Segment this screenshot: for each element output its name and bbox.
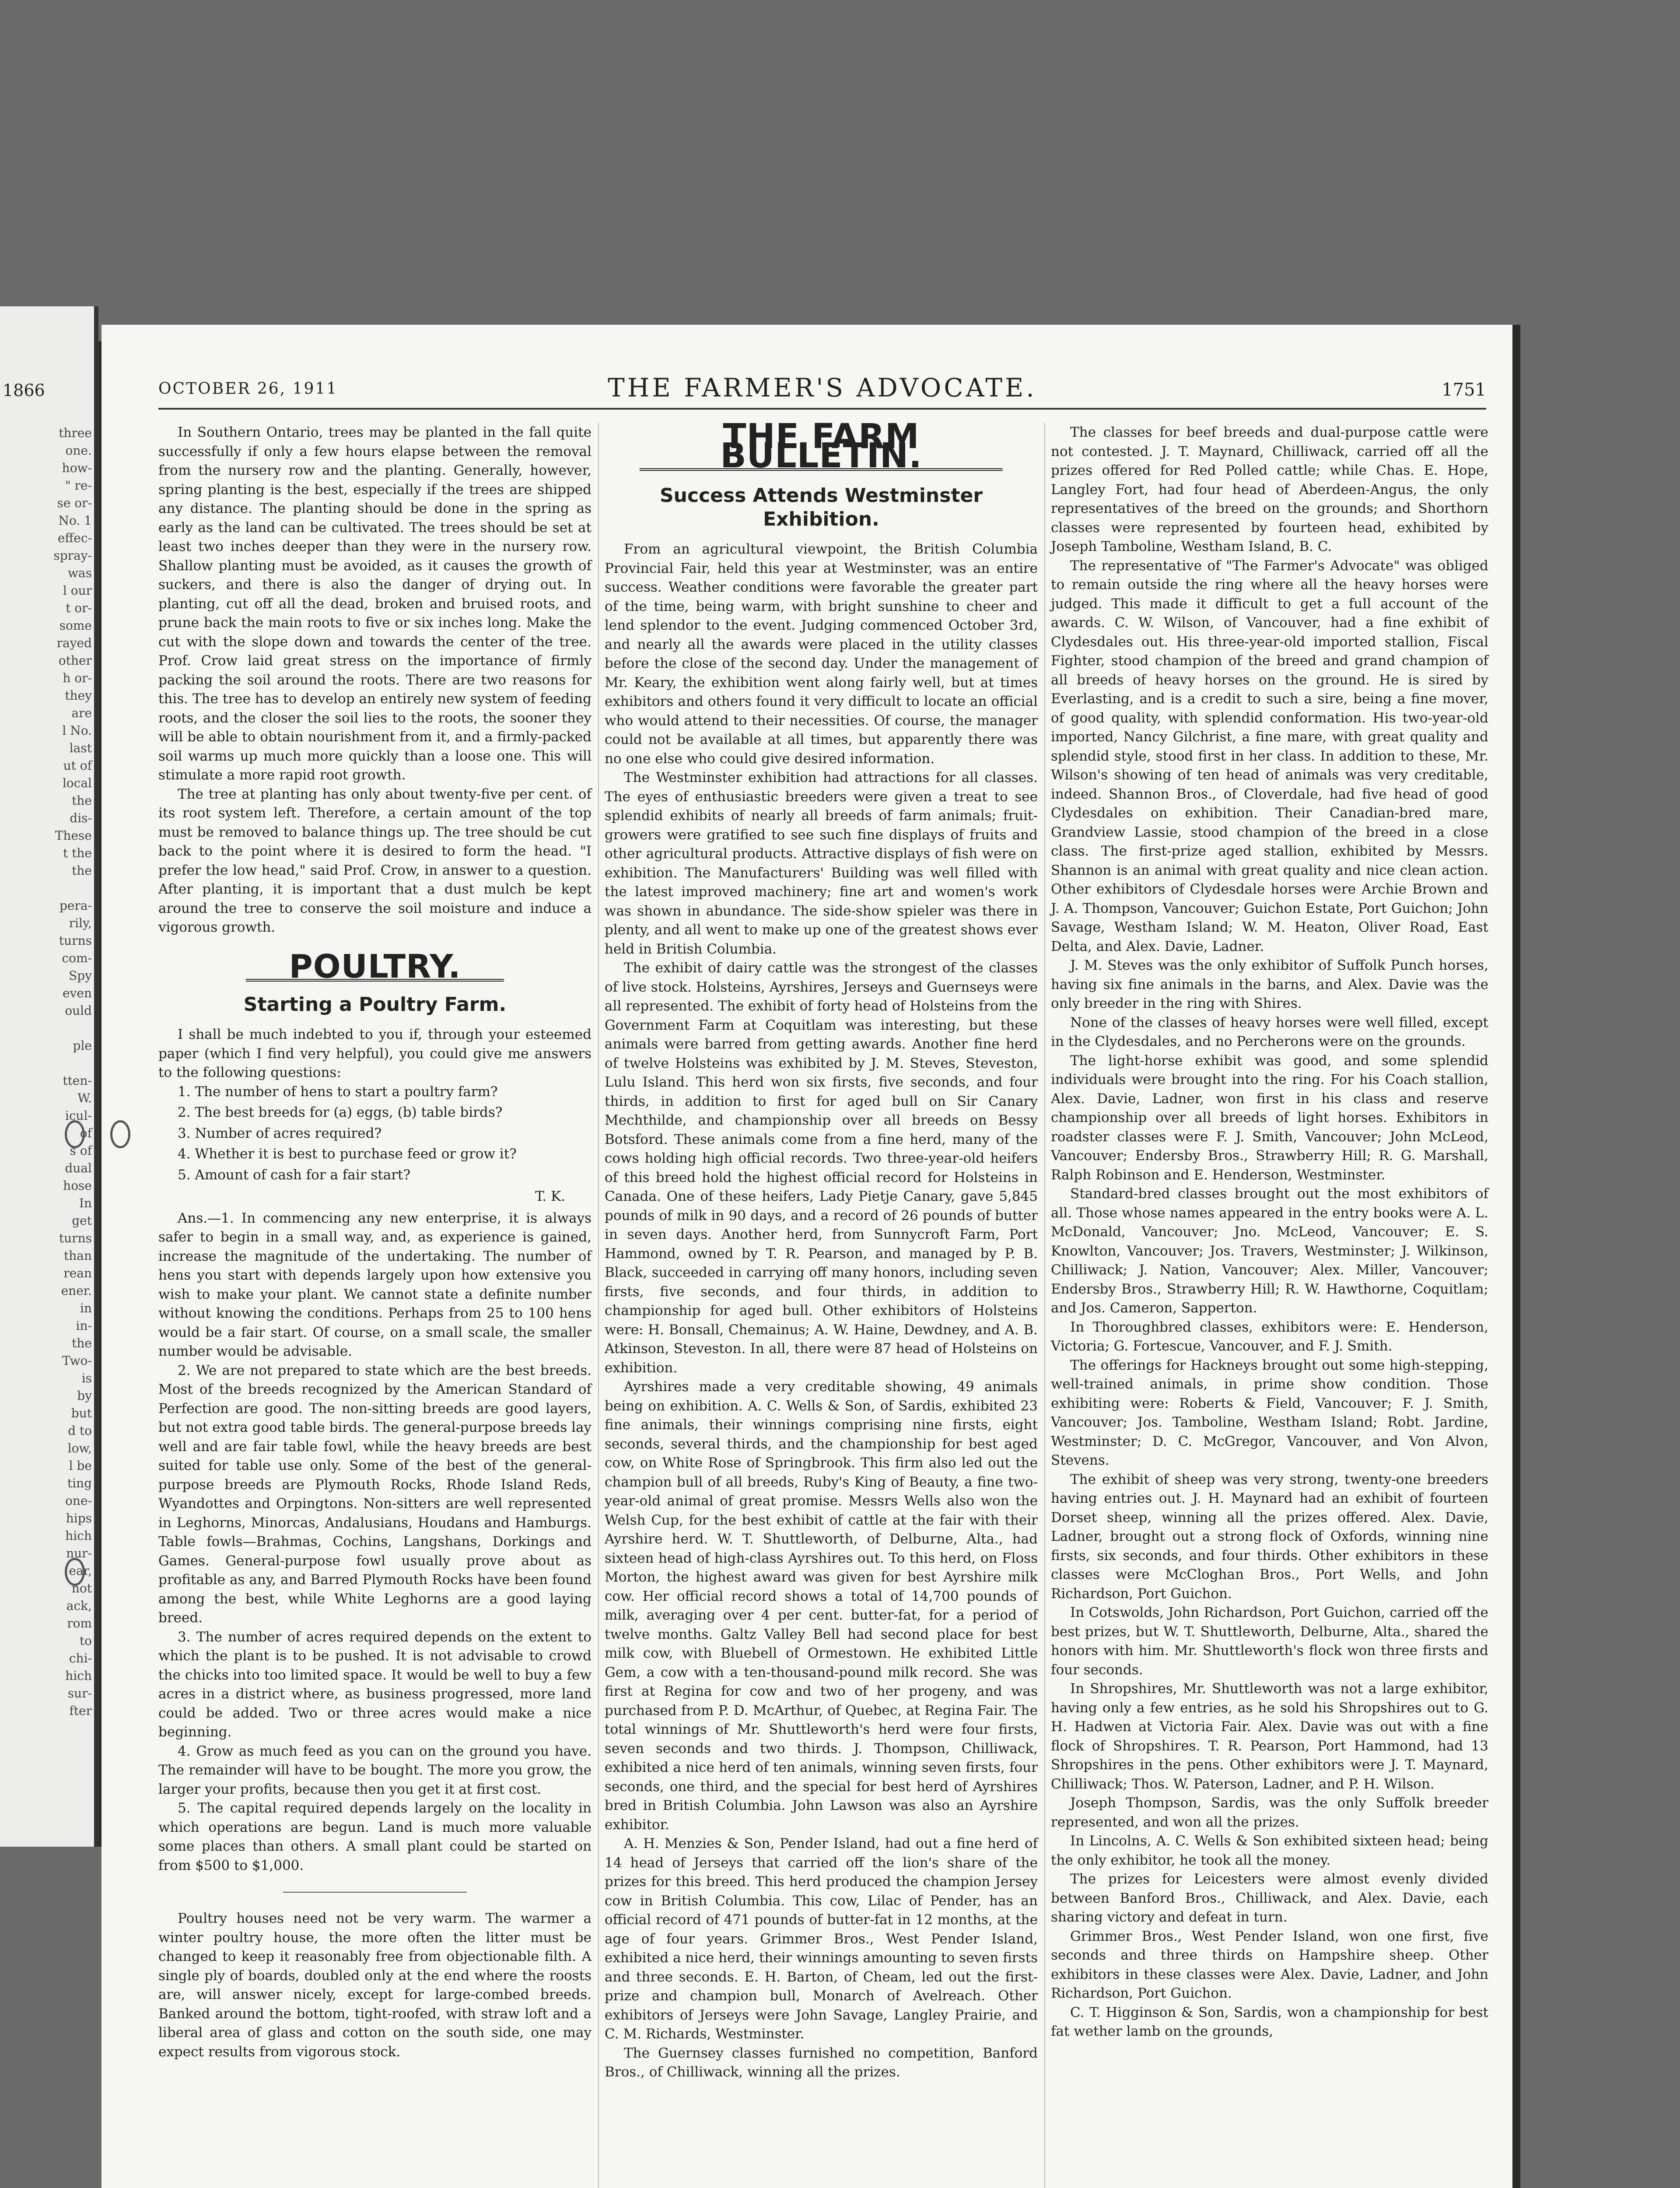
farm-bulletin-banner: THE FARM BULLETIN. <box>640 428 1003 471</box>
letter-signature: T. K. <box>535 1189 565 1204</box>
article-heading: Starting a Poultry Farm. <box>243 993 507 1016</box>
paragraph: The classes for beef breeds and dual-purpose cattle were not contested. J. T. Maynard, Chilliwack, carried off all the prizes offered for Red Polled cattle; while Chas. E. Hope, Langley Fort, had four head of Aberdeen-Angus, the only representatives of the breed on the grounds; and Shorthorn classes were represented by fourteen head, exhibited by Joseph Tamboline, Westham Island, B. C. <box>1051 424 1488 554</box>
question-item: 4. Whether it is best to purchase feed or grow it? <box>178 1146 517 1162</box>
paragraph: The exhibit of dairy cattle was the strongest of the classes of live stock. Holsteins, Ayrshires, Jerseys and Guernseys were all represented. The exhibit of forty head of Holsteins from the Government Farm at Coquitlam was interesting, but these animals were barred from getting awards. Another fine herd of twelve Holsteins was exhibited by J. M. Steves, Steveston, Lulu Island. This herd won six firsts, five seconds, and four thirds, in addition to first for aged bull on Sir Canary Mechthilde, and championship over all breeds on Bessy Botsford. These animals come from a fine herd, many of the cows holding high official records. Two three-year-old heifers of this breed hold the highest official record for Holsteins in Canada. One of these heifers, Lady Pietje Canary, gave 5,845 pounds of milk in 90 days, and a record of 26 pounds of butter in seven days. Another herd, from Sunnycroft Farm, Port Hammond, owned by T. R. Pearson, and managed by P. B. Black, succeeded in carrying off many honors, including seven firsts, five seconds, and four thirds, in addition to championship for aged bull. Other exhibitors of Holsteins were: H. Bonsall, Chemainus; A. W. Haine, Dewdney, and A. B. Atkinson, Steveston. In all, there were 87 head of Holsteins on exhibition. <box>605 960 1038 1376</box>
column-divider <box>1044 423 1045 2188</box>
paragraph: In Cotswolds, John Richardson, Port Guichon, carried off the best prizes, but W. T. Shuttleworth, Delburne, Alta., shared the honors with him. Mr. Shuttleworth's flock won three firsts and four seconds. <box>1051 1605 1488 1678</box>
article-heading: Success Attends Westminster Exhibition. <box>659 484 983 530</box>
paragraph: Joseph Thompson, Sardis, was the only Suffolk breeder represented, and won all the prizes. <box>1051 1795 1488 1830</box>
paragraph: The offerings for Hackneys brought out some high-stepping, well-trained animals, in prime show condition. Those exhibiting were: Roberts & Field, Vancouver; F. J. Smith, Vancouver; Jos. Tamboline, Westham Island; Robt. Jardine, Westminster; D. C. McGregor, Vancouver, and Von Alvon, Stevens. <box>1051 1357 1488 1468</box>
binding-hole <box>65 1120 85 1148</box>
adjacent-page-number: 1866 <box>3 381 45 400</box>
page-number: 1751 <box>1442 380 1486 400</box>
adjacent-page <box>0 306 98 1847</box>
header-rule <box>158 408 1486 410</box>
answer-paragraph: 5. The capital required depends largely on the locality in which operations are begun. Land is much more valuable some places than others. A small plant could be started on from $500 to $1,000. <box>158 1800 592 1873</box>
paragraph: Grimmer Bros., West Pender Island, won one first, five seconds and three thirds on Hampshire sheep. Other exhibitors in these classes were Alex. Davie, Ladner, and John Richardson, Port Guichon. <box>1051 1928 1488 2001</box>
paragraph: From an agricultural viewpoint, the British Columbia Provincial Fair, held this year at Westminster, was an entire success. Weather conditions were favorable the greater part of the time, being warm, with bright sunshine to cheer and lend splendor to the event. Judging commenced October 3rd, and nearly all the awards were placed in the utility classes before the close of the second day. Under the management of Mr. Keary, the exhibition went along fairly well, but at times exhibitors and others found it very difficult to locate an official who would attend to their necessities. Of course, the manager could not be available at all times, but apparently there was no one else who could give desired information. <box>605 541 1038 767</box>
paragraph: The prizes for Leicesters were almost evenly divided between Banford Bros., Chilliwack, and Alex. Davie, each sharing victory and defeat in turn. <box>1051 1871 1488 1925</box>
paragraph: In Thoroughbred classes, exhibitors were: E. Henderson, Victoria; G. Fortescue, Vancouver, and F. J. Smith. <box>1051 1319 1488 1354</box>
paper-title: THE FARMER'S ADVOCATE. <box>608 373 1037 403</box>
page-edge-shadow <box>1512 325 1520 2188</box>
paragraph: In Southern Ontario, trees may be planted in the fall quite successfully if only a few hours elapse between the removal from the nursery row and the planting. Generally, however, spring planting is the best, especially if the trees are shipped any distance. The planting should be done in the spring as early as the land can be cultivated. The trees should be set at least two inches deeper than they were in the nursery row. Shallow planting must be avoided, as it causes the growth of suckers, and there is also the danger of drying out. In planting, cut off all the dead, broken and bruised roots, and prune back the main roots to five or six inches long. Make the cut with the slope down and towards the center of the tree. Prof. Crow laid great stress on the importance of firmly packing the soil around the roots. There are two reasons for this. The tree has to develop an entirely new system of feeding roots, and the closer the soil lies to the roots, the sooner they will be able to obtain nourishment from it, and a firmly-packed soil warms up much more quickly than a loose one. This will stimulate a more rapid root growth. <box>158 424 592 783</box>
paragraph: Poultry houses need not be very warm. The warmer a winter poultry house, the more often the litter must be changed to keep it reasonably free from objectionable filth. A single ply of boards, doubled only at the end where the roosts are, will answer nicely, except for large-combed breeds. Banked around the bottom, tight-roofed, with straw loft and a liberal area of glass and cotton on the south side, one may expect results from vigorous stock. <box>158 1911 592 2060</box>
answer-paragraph: 3. The number of acres required depends on the extent to which the plant is to be pushed. It is not advisable to crowd the chicks into too limited space. It would be well to buy a few acres in a district where, as business progressed, more land could be added. Two or three acres would make a nice beginning. <box>158 1629 592 1740</box>
paragraph: J. M. Steves was the only exhibitor of Suffolk Punch horses, having six fine animals in the barns, and Alex. Davie was the only breeder in the ring with Shires. <box>1051 957 1488 1011</box>
paragraph: C. T. Higginson & Son, Sardis, won a championship for best fat wether lamb on the grounds, <box>1051 2004 1488 2039</box>
paragraph: None of the classes of heavy horses were well filled, except in the Clydesdales, and no Percherons were on the grounds. <box>1051 1014 1488 1049</box>
column-1 <box>158 423 592 2062</box>
question-item: 3. Number of acres required? <box>178 1125 382 1141</box>
paragraph: The representative of "The Farmer's Advocate" was obliged to remain outside the ring where all the heavy horses were judged. This made it difficult to get a full account of the awards. C. W. Wilson, of Vancouver, had a fine exhibit of Clydesdales out. His three-year-old imported stallion, Fiscal Fighter, stood champion of the breed and grand champion of all breeds of heavy horses on the ground. He is sired by Everlasting, and is a credit to such a sire, being a fine mover, of good quality, with splendid conformation. His two-year-old imported, Nancy Gilchrist, a fine mare, with great quality and splendid style, stood first in her class. In addition to these, Mr. Wilson's showing of ten head of animals was very creditable, indeed. Shannon Bros., of Cloverdale, had five head of good Clydesdales on exhibition. Their Canadian-bred mare, Grandview Lassie, stood champion of the breed in a close class. The first-prize aged stallion, exhibited by Messrs. Shannon is an animal with great quality and nice clean action. Other exhibitors of Clydesdale horses were Archie Brown and J. A. Thompson, Vancouver; Guichon Estate, Port Guichon; John Savage, Westham Island; W. M. Heaton, Oliver Road, East Delta, and Alex. Davie, Ladner. <box>1051 558 1488 954</box>
paragraph: Standard-bred classes brought out the most exhibitors of all. Those whose names appeared in the entry books were A. L. McDonald, Vancouver; Jno. McLeod, Vancouver; E. S. Knowlton, Vancouver; Jos. Travers, Westminster; J. Wilkinson, Chilliwack; J. Nation, Vancouver; Alex. Miller, Vancouver; Endersby Bros., Strawberry Hill; R. W. Hawthorne, Coquitlam; and Jos. Cameron, Sapperton. <box>1051 1186 1488 1316</box>
paragraph: In Shropshires, Mr. Shuttleworth was not a large exhibitor, having only a few entries, as he sold his Shropshires out to G. H. Hadwen at Victoria Fair. Alex. Davie was out with a fine flock of Shropshires. T. R. Pearson, Port Hammond, had 13 Shropshires in the pens. Other exhibitors were J. T. Maynard, Chilliwack; Thos. W. Paterson, Ladner, and P. H. Wilson. <box>1051 1681 1488 1792</box>
paragraph: Ayrshires made a very creditable showing, 49 animals being on exhibition. A. C. Wells & Son, of Sardis, exhibited 23 fine animals, their winnings comprising nine firsts, eight seconds, several thirds, and the championship for best aged cow, on White Rose of Springbrook. This firm also led out the champion bull of all breeds, Ruby's King of Beauty, a fine two-year-old animal of great promise. Messrs Wells also won the Welsh Cup, for the best exhibit of cattle at the fair with their Ayrshire herd. W. T. Shuttleworth, of Delburne, Alta., had sixteen head of high-class Ayrshires out. To this herd, on Floss Morton, the highest award was given for best Ayrshire milk cow. Her official record shows a total of 14,700 pounds of milk, averaging over 4 per cent. butter-fat, for a period of twelve months. Galtz Valley Bell had second place for best milk cow, with Bluebell of Ormestown. He exhibited Little Gem, a cow with a ten-thousand-pound milk record. She was first at Regina for cow and two of her progeny, and was purchased from P. D. McArthur, of Quebec, at Regina Fair. The total winnings of Mr. Shuttleworth's herd were four firsts, seven seconds and two thirds. J. Thompson, Chilliwack, exhibited a nice herd of ten animals, winning seven firsts, four seconds, one third, and the special for best herd of Ayrshires bred in British Columbia. John Lawson was also an Ayrshire exhibitor. <box>605 1379 1038 1833</box>
page-header <box>158 373 1486 403</box>
poultry-section-banner: POULTRY. <box>246 957 504 982</box>
paragraph: The light-horse exhibit was good, and some splendid individuals were brought into the ring. For his Coach stallion, Alex. Davie, Ladner, won first in his class and reserve championship over all breeds of light horses. Exhibitors in roadster classes were F. J. Smith, Vancouver; John McLeod, Vancouver; Endersby Bros., Strawberry Hill; R. G. Marshall, Ralph Robinson and E. Henderson, Westminster. <box>1051 1052 1488 1183</box>
paragraph: The tree at planting has only about twenty-five per cent. of its root system left. Therefore, a certain amount of the top must be removed to balance things up. The tree should be cut back to the point where it is desired to form the head. "I prefer the low head," said Prof. Crow, in answer to a question. After planting, it is important that a dust mulch be kept around the tree to conserve the soil moisture and induce a vigorous growth. <box>158 786 592 935</box>
column-3 <box>1051 423 1488 2041</box>
question-item: 5. Amount of cash for a fair start? <box>178 1167 411 1183</box>
question-item: 2. The best breeds for (a) eggs, (b) table birds? <box>178 1105 503 1120</box>
column-2 <box>605 417 1038 2082</box>
paragraph: The Guernsey classes furnished no competition, Banford Bros., of Chilliwack, winning all the prizes. <box>605 2045 1038 2080</box>
adjacent-page-text-fragments: three one. how- " re- se or- No. 1 effec- spray- was l our t or- some rayed other h or- they are l No. last ut of local the dis- These t the the pera- rily, turns com- Spy even ould ple tten- W. icul- of s of dual hose In get turns than rean ener. in in- the Two- is by but d to low, l be ting one- hips hich nur- ear, not ack, rom to chi- hich sur- fter <box>53 426 92 1718</box>
binding-hole <box>65 1558 85 1586</box>
binding-hole <box>110 1120 130 1148</box>
issue-date: OCTOBER 26, 1911 <box>158 380 338 398</box>
paragraph: A. H. Menzies & Son, Pender Island, had out a fine herd of 14 head of Jerseys that carried off the lion's share of the prizes for this breed. This herd produced the champion Jersey cow in British Columbia. This cow, Lilac of Pender, has an official record of 471 pounds of butter-fat in 12 months, at the age of four years. Grimmer Bros., West Pender Island, exhibited a nice herd, their winnings amounting to seven firsts and three seconds. E. H. Barton, of Cheam, led out the first-prize and champion bull, Monarch of Avelreach. Other exhibitors of Jerseys were John Savage, Langley Prairie, and C. M. Richards, Westminster. <box>605 1836 1038 2042</box>
answer-paragraph: 4. Grow as much feed as you can on the ground you have. The remainder will have to be bought. The more you grow, the larger your profits, because then you get it at first cost. <box>158 1743 592 1797</box>
letter-intro: I shall be much indebted to you if, through your esteemed paper (which I find very helpful), you could give me answers to the following questions: <box>158 1027 592 1080</box>
answer-paragraph: Ans.—1. In commencing any new enterprise, it is always safer to begin in a small way, and, as experience is gained, increase the magnitude of the undertaking. The number of hens you start with depends largely upon how extensive you wish to make your plant. We cannot state a definite number without knowing the conditions. Perhaps from 25 to 100 hens would be a fair start. Of course, on a small scale, the smaller number would be advisable. <box>158 1210 592 1359</box>
question-item: 1. The number of hens to start a poultry farm? <box>178 1083 498 1100</box>
section-rule <box>283 1892 467 1893</box>
column-divider <box>598 423 599 2188</box>
paragraph: The Westminster exhibition had attractions for all classes. The eyes of enthusiastic breeders were given a treat to see splendid exhibits of nearly all breeds of farm animals; fruit-growers were gratified to see such fine displays of fruits and other agricultural products. Attractive displays of fish were on exhibition. The Manufacturers' Building was well filled with the latest improved machinery; fine art and women's work was shown in abundance. The side-show spieler was there in plenty, and all went to make up one of the greatest shows ever held in British Columbia. <box>605 770 1038 957</box>
paragraph: In Lincolns, A. C. Wells & Son exhibited sixteen head; being the only exhibitor, he took all the money. <box>1051 1833 1488 1868</box>
newspaper-page <box>102 325 1512 2188</box>
answer-paragraph: 2. We are not prepared to state which are the best breeds. Most of the breeds recognized by the American Standard of Perfection are good. The non-sitting breeds are good layers, but not extra good table birds. The general-purpose breeds lay well and are fair table fowl, while the heavy breeds are best suited for table use only. Some of the best of the general-purpose breeds are Plymouth Rocks, Rhode Island Reds, Wyandottes and Orpingtons. Non-sitters are well represented in Leghorns, Minorcas, Andalusians, Houdans and Hamburgs. Table fowls—Brahmas, Cochins, Langshans, Dorkings and Games. General-purpose fowl usually prove about as profitable as any, and Barred Plymouth Rocks have been found among the best, while White Leghorns are a good laying breed. <box>158 1362 592 1626</box>
paragraph: The exhibit of sheep was very strong, twenty-one breeders having entries out. J. H. Maynard had an exhibit of fourteen Dorset sheep, winning all the prizes offered. Alex. Davie, Ladner, brought out a strong flock of Oxfords, winning nine firsts, six seconds, and four thirds. Other exhibitors in these classes were McCloghan Bros., Port Wells, and John Richardson, Port Guichon. <box>1051 1471 1488 1602</box>
